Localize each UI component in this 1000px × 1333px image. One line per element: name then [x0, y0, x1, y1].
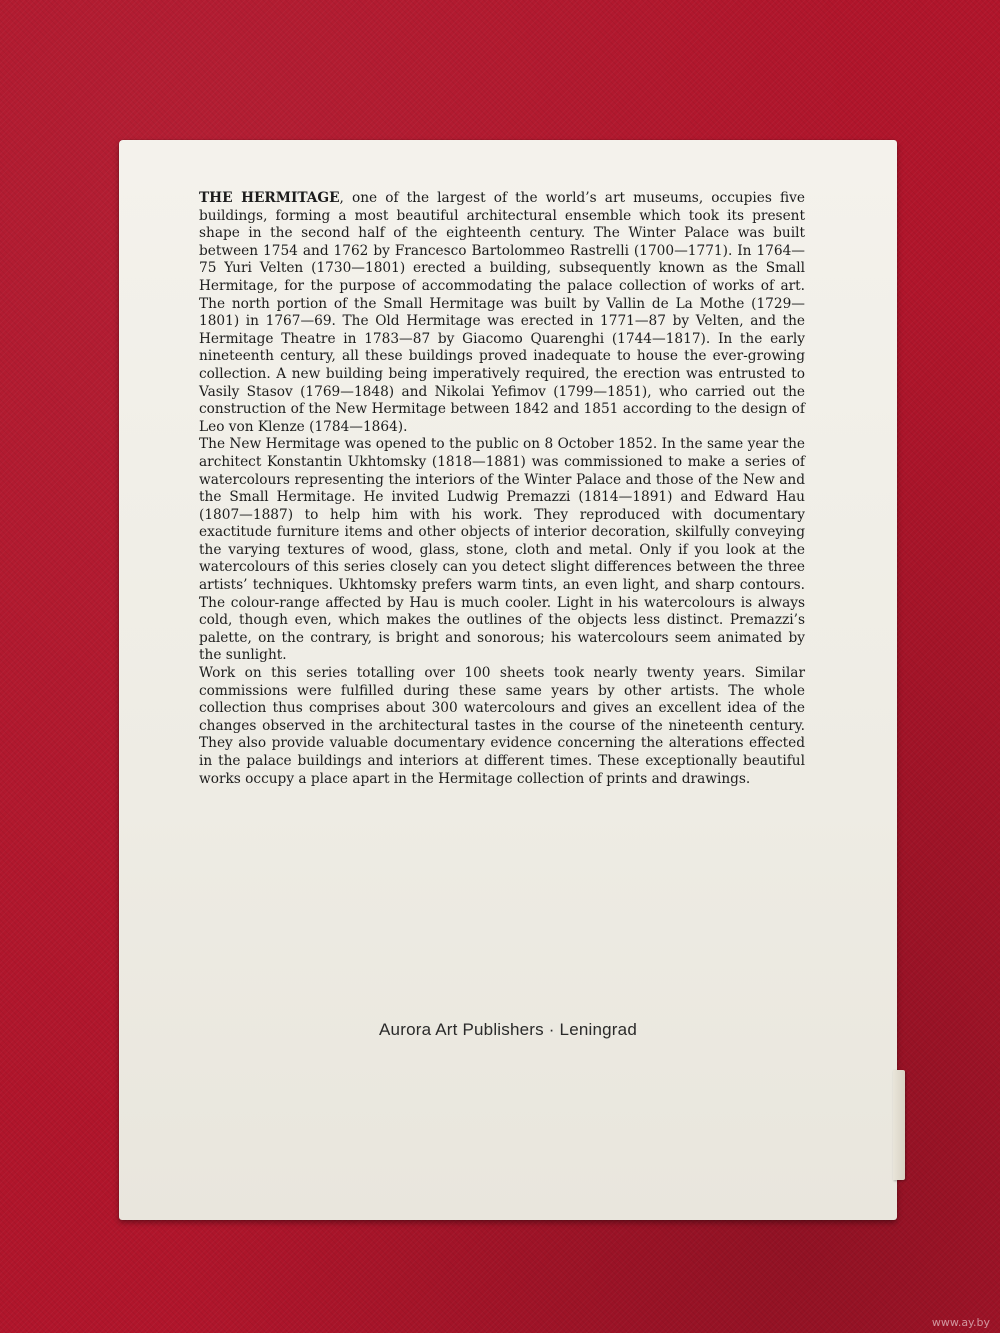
paragraph-3: Work on this series totalling over 100 sheets took nearly twenty years. Similar commissions were fulfilled during these same years by other artists. The whole collection thus comprises about 300 watercolours and gives an excellent idea of the changes observed in the architectural tastes in the course of the nineteenth century. They also provide valuable documentary evidence concerning the alterations effected in the palace buildings and interiors at different times. These exceptionally beautiful works occupy a place apart in the Hermitage collection of prints and drawings. — [199, 665, 805, 787]
museum-title: THE HERMITAGE — [199, 190, 340, 206]
paragraph-1 — [199, 190, 805, 436]
dust-jacket-edge — [893, 1070, 905, 1180]
book-back-cover — [119, 140, 897, 1220]
description-text — [199, 190, 805, 788]
site-watermark: www.ay.by — [931, 1316, 990, 1329]
publisher-imprint: Aurora Art Publishers · Leningrad — [379, 1020, 637, 1039]
paragraph-2: The New Hermitage was opened to the public on 8 October 1852. In the same year the architect Konstantin Ukhtomsky (1818—1881) was commissioned to make a series of watercolours representing the interiors of the Winter Palace and those of the New and the Small Hermitage. He invited Ludwig Premazzi (1814—1891) and Edward Hau (1807—1887) to help him with his work. They reproduced with documentary exactitude furniture items and other objects of interior decoration, skilfully conveying the varying textures of wood, glass, stone, cloth and metal. Only if you look at the watercolours of this series closely can you detect slight differences between the three artists’ techniques. Ukhtomsky prefers warm tints, an even light, and sharp contours. The colour-range affected by Hau is much cooler. Light in his watercolours is always cold, though even, which makes the outlines of the objects less distinct. Premazzi’s palette, on the contrary, is bright and sonorous; his watercolours seem animated by the sunlight. — [199, 436, 805, 664]
paragraph-1-body: , one of the largest of the world’s art museums, occupies five buildings, forming a most beautiful architectural ensemble which took its present shape in the second half of the eighteenth century. The Winter Palace was built between 1754 and 1762 by Francesco Bartolommeo Rastrelli (1700—1771). In 1764—75 Yuri Velten (1730—1801) erected a building, subsequently known as the Small Hermitage, for the purpose of accommodating the palace collection of works of art. The north portion of the Small Hermitage was built by Vallin de La Mothe (1729—1801) in 1767—69. The Old Hermitage was erected in 1771—87 by Velten, and the Hermitage Theatre in 1783—87 by Giacomo Quarenghi (1744—1817). In the early nineteenth century, all these buildings proved inadequate to house the ever-growing collection. A new building being imperatively required, the erection was entrusted to Vasily Stasov (1769—1848) and Nikolai Yefimov (1799—1851), who carried out the construction of the New Hermitage between 1842 and 1851 according to the design of Leo von Klenze (1784—1864). — [199, 190, 805, 435]
